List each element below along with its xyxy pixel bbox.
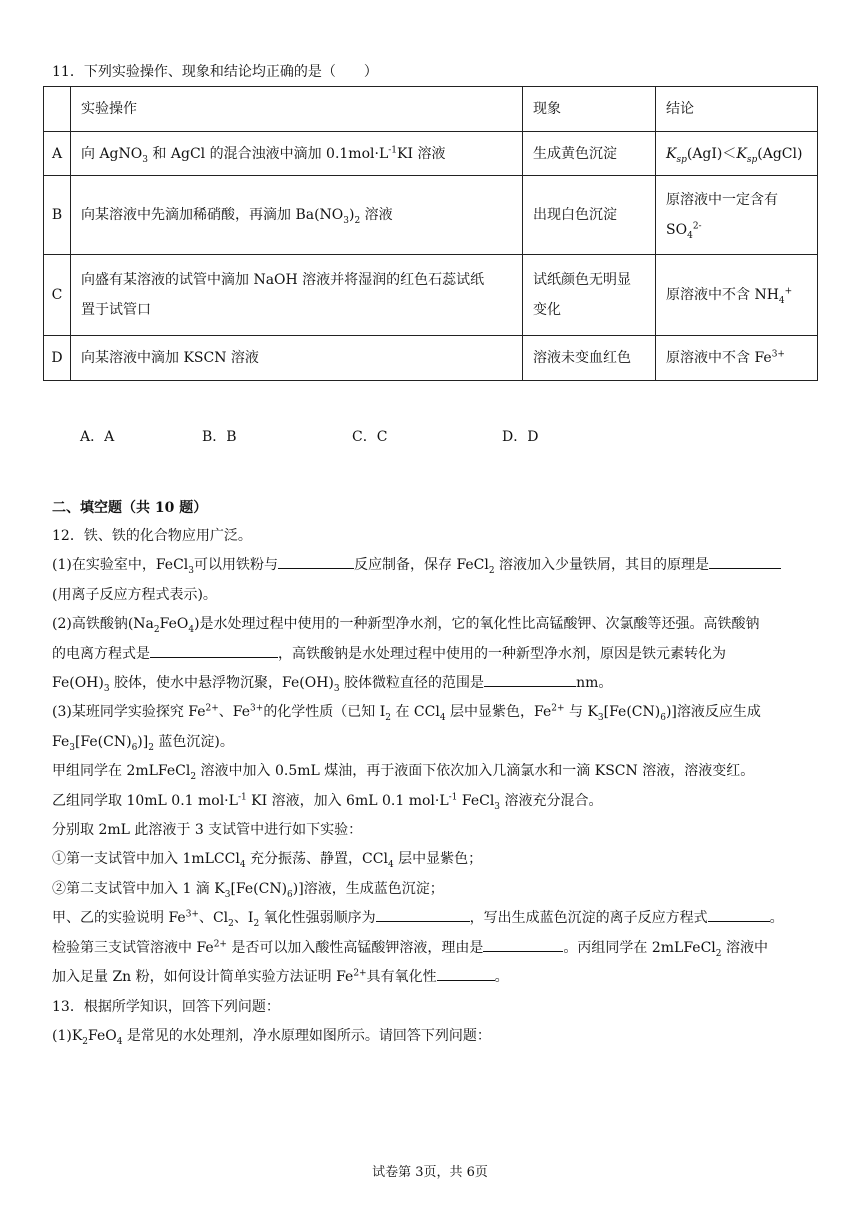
- table-header-row: [44, 87, 818, 132]
- table-row-c: [44, 255, 818, 336]
- q12-part3-line6: ①第一支试管中加入 1mLCCl$_4$ 充分振荡、静置，CCl$_4$ 层中显紫色；: [52, 851, 483, 871]
- page-footer: 试卷第 3页，共 6页: [372, 1165, 488, 1180]
- q12-part2-line2: 的电离方程式是 ，高铁酸钠是水处理过程中使用的一种新型净水剂，原因是铁元素转化为: [52, 640, 822, 669]
- question-11-stem: 11．下列实验操作、现象和结论均正确的是（ ）: [52, 64, 378, 80]
- header-conclusion: 结论: [656, 87, 818, 132]
- question-13-stem: 13．根据所学知识，回答下列问题：: [52, 998, 280, 1015]
- answer-blank[interactable]: [437, 966, 495, 981]
- q12-part1-line2: (用离子反应方程式表示)。: [52, 586, 217, 603]
- table-corner-cell: [44, 87, 71, 132]
- question-12-stem: 12．铁、铁的化合物应用广泛。: [52, 528, 252, 544]
- choice-b[interactable]: B．B: [202, 429, 237, 445]
- header-phenomenon: 现象: [523, 87, 656, 132]
- answer-blank[interactable]: [709, 554, 781, 569]
- q12-part3-line4: 乙组同学取 10mL 0.1 $mol\cdot L^{-1}$ KI 溶液，加入 6mL 0.1 $mol\cdot L^{-1}$ FeCl$_3$ 溶液充分混合。: [52, 792, 603, 812]
- conclusion-cell: $K_{sp}(AgI)<K_{sp}(AgCl)$: [656, 132, 818, 176]
- choice-d[interactable]: D．D: [502, 429, 539, 445]
- phenomenon-cell: [523, 255, 656, 336]
- operation-text: 向某溶液中先滴加稀硝酸，再滴加: [81, 207, 291, 223]
- phenomenon-line-1: 试纸颜色无明显: [533, 272, 631, 288]
- q12-part3-line10: 加入足量 Zn 粉，如何设计简单实验方法证明 $Fe^{2+}$具有氧化性 。: [52, 963, 822, 992]
- operation-line-1: 向盛有某溶液的试管中滴加 NaOH 溶液并将湿润的红色石蕊试纸: [81, 272, 485, 288]
- q12-part3-line3: 甲组同学在 2mLFeCl$_2$ 溶液中加入 0.5mL 煤油，再于液面下依次加入几滴氯水和一滴 KSCN 溶液，溶液变红。: [52, 763, 755, 783]
- section-heading: 二、填空题（共 10 题）: [52, 500, 208, 516]
- conclusion-cell: 原溶液中不含 $NH_4^+$: [656, 255, 818, 336]
- q12-part3-line1: (3)某班同学实验探究 $Fe^{2+}$、$Fe^{3+}$的化学性质（已知 $I_2$ 在 CCl$_4$ 层中显紫色，$Fe^{2+}$ 与 $K_3[Fe(CN)_6)$]溶液反应生成: [52, 703, 761, 724]
- answer-choices: [0, 426, 860, 446]
- operation-line-2: 置于试管口: [81, 302, 151, 318]
- answer-blank[interactable]: [278, 554, 354, 569]
- table-row-a: [44, 132, 818, 176]
- q12-part1-line1: (1)在实验室中，FeCl$_3$可以用铁粉与 反应制备，保存 FeCl$_2$ 溶液加入少量铁屑，其目的原理是: [52, 551, 822, 580]
- choice-c[interactable]: C．C: [352, 429, 388, 445]
- operation-cell: 向某溶液中滴加 KSCN 溶液: [71, 336, 523, 381]
- operation-cell: 向某溶液中先滴加稀硝酸，再滴加 $Ba(NO_3)_2$ 溶液: [71, 176, 523, 255]
- row-label: D: [44, 336, 71, 381]
- conclusion-cell: 原溶液中一定含有 $SO_4^{2-}$: [656, 176, 818, 255]
- experiment-table: [43, 86, 818, 381]
- header-operation: 实验操作: [71, 87, 523, 132]
- q12-part3-line2: $Fe_3[Fe(CN)_6)]_2$ 蓝色沉淀)。: [52, 733, 234, 753]
- answer-blank[interactable]: [376, 907, 470, 922]
- row-label: A: [44, 132, 71, 176]
- answer-blank[interactable]: [483, 937, 563, 952]
- question-12-body: [52, 522, 822, 1051]
- row-label: C: [44, 255, 71, 336]
- q12-part3-line9: 检验第三支试管溶液中 $Fe^{2+}$ 是否可以加入酸性高锰酸钾溶液，理由是 。丙组同学在 2mLFeCl$_2$ 溶液中: [52, 934, 822, 963]
- operation-cell: 向 AgNO$_3$ 和 AgCl 的混合浊液中滴加 $0.1mol\cdot L^{-1}KI$ 溶液: [71, 132, 523, 176]
- q12-part2-line3: $Fe(OH)_3$ 胶体，使水中悬浮物沉聚，$Fe(OH)_3$ 胶体微粒直径的范围是 nm。: [52, 669, 822, 698]
- choice-a[interactable]: A．A: [80, 429, 115, 445]
- q12-part3-line7: ②第二支试管中加入 1 滴 $K_3[Fe(CN)_6)$]溶液，生成蓝色沉淀；: [52, 880, 444, 900]
- q13-part1-line1: $(1)K_2FeO_4$ 是常见的水处理剂，净水原理如图所示。请回答下列问题：: [52, 1027, 491, 1047]
- q12-part3-line5: 分别取 2mL 此溶液于 3 支试管中进行如下实验：: [52, 822, 363, 839]
- conclusion-cell: 原溶液中不含 $Fe^{3+}$: [656, 336, 818, 381]
- table-row-d: [44, 336, 818, 381]
- answer-blank[interactable]: [484, 672, 576, 687]
- phenomenon-cell: 生成黄色沉淀: [523, 132, 656, 176]
- operation-cell: [71, 255, 523, 336]
- q12-part2-line1: (2)高铁酸钠$(Na_2FeO_4)$是水处理过程中使用的一种新型净水剂，它的氧化性比高锰酸钾、次氯酸等还强。高铁酸钠: [52, 616, 760, 636]
- phenomenon-line-2: 变化: [533, 302, 561, 318]
- q12-part3-line8: 甲、乙的实验说明 $Fe^{3+}$、$Cl_2$、$I_2$ 氧化性强弱顺序为 ，写出生成蓝色沉淀的离子反应方程式 。: [52, 904, 822, 933]
- answer-blank[interactable]: [150, 643, 278, 658]
- row-label: B: [44, 176, 71, 255]
- phenomenon-cell: 出现白色沉淀: [523, 176, 656, 255]
- phenomenon-cell: 溶液未变血红色: [523, 336, 656, 381]
- answer-blank[interactable]: [708, 907, 770, 922]
- table-row-b: [44, 176, 818, 255]
